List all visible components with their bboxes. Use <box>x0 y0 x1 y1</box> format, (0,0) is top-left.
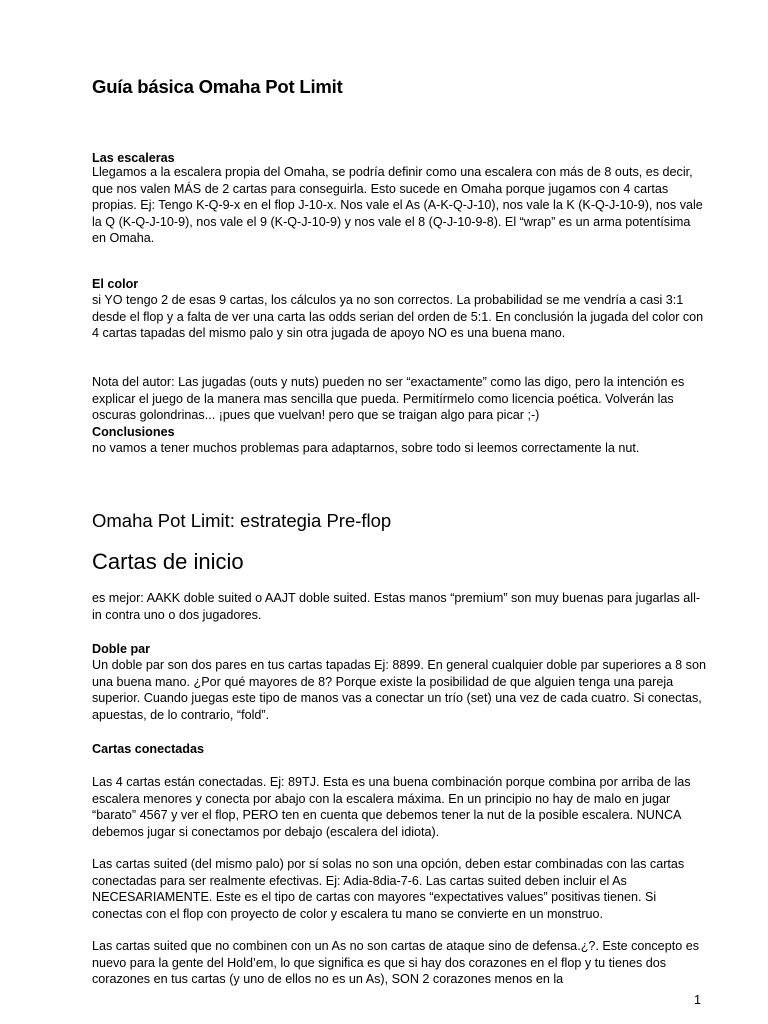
doble-par-heading: Doble par <box>92 642 151 656</box>
cartas-inicio-heading: Cartas de inicio <box>92 549 244 574</box>
conclusiones-heading: Conclusiones <box>92 425 175 439</box>
document-title: Guía básica Omaha Pot Limit <box>92 76 343 97</box>
conclusiones-paragraph: no vamos a tener muchos problemas para adaptarnos, sobre todo si leemos correctamente la nut. <box>92 441 640 455</box>
suited-as-paragraph: Las cartas suited que no combinen con un As no son cartas de ataque sino de defensa.¿?. Este concepto es nuevo para la gente del Hold’em, lo que significa es que si hay dos corazones en el flop y tu tienes dos corazones en tus cartas (y uno de ellos no es un As), SON 2 corazones menos en la <box>92 939 699 987</box>
section-title-preflop: Omaha Pot Limit: estrategia Pre-flop <box>92 510 392 531</box>
author-note-paragraph: Nota del autor: Las jugadas (outs y nuts) pueden no ser “exactamente” como las digo, pero la intención es explicar el juego de la manera mas sencilla que pueda. Permitírmelo como licencia poética. Volverán las oscuras golondrinas... ¡pues que vuelvan! pero que se traigan algo para picar ;-) <box>92 375 685 423</box>
conectadas-paragraph: Las 4 cartas están conectadas. Ej: 89TJ. Esta es una buena combinación porque combina por arriba de las escalera menores y conecta por abajo con la escalera máxima. En un principio no hay de malo en jugar “barato” 4567 y ver el flop, PERO ten en cuenta que debemos tener la nut de la posible escalera. NUNCA debemos jugar si conectamos por debajo (escalera del idiota). <box>92 775 691 839</box>
cartas-inicio-paragraph: es mejor: AAKK doble suited o AAJT doble suited. Estas manos “premium” son muy buenas para jugarlas all-in contra uno o dos jugadores. <box>92 591 701 622</box>
color-heading: El color <box>92 277 139 291</box>
suited-paragraph: Las cartas suited (del mismo palo) por sí solas no son una opción, deben estar combinadas con las cartas conectadas para ser realmente efectivas. Ej: Adia-8dia-7-6. Las cartas suited deben incluir el As NECESARIAMENTE. Este es el tipo de cartas con mayores “expectatives values” positivas tienen. Si conectas con el flop con proyecto de color y escalera tu mano se convierte en un monstruo. <box>92 857 685 921</box>
color-paragraph: si YO tengo 2 de esas 9 cartas, los cálculos ya no son correctos. La probabilidad se me vendría a casi 3:1 desde el flop y a falta de ver una carta las odds serian del orden de 5:1. En conclusión la jugada del color con 4 cartas tapadas del mismo palo y sin otra jugada de apoyo NO es una buena mano. <box>92 293 704 341</box>
escaleras-paragraph: Llegamos a la escalera propia del Omaha, se podría definir como una escalera con más de 8 outs, es decir, que nos valen MÁS de 2 cartas para conseguirla. Esto sucede en Omaha porque jugamos con 4 cartas propias. Ej: Tengo K-Q-9-x en el flop J-10-x. Nos vale el As (A-K-Q-J-10), nos vale la K (K-Q-J-10-9), nos vale la Q (K-Q-J-10-9), nos vale el 9 (K-Q-J-10-9) y nos vale el 8 (Q-J-10-9-8). El “wrap” es un arma potentísima en Omaha. <box>92 165 703 246</box>
escaleras-heading: Las escaleras <box>92 151 175 165</box>
doble-par-paragraph: Un doble par son dos pares en tus cartas tapadas Ej: 8899. En general cualquier doble par superiores a 8 son una buena mano. ¿Por qué mayores de 8? Porque existe la posibilidad de que alguien tenga una pareja superior. Cuando juegas este tipo de manos vas a conectar un trío (set) una vez de cada cuatro. Si conectas, apuestas, de lo contrario, “fold”. <box>92 658 706 722</box>
conectadas-heading: Cartas conectadas <box>92 742 204 756</box>
page-number: 1 <box>694 993 702 1007</box>
